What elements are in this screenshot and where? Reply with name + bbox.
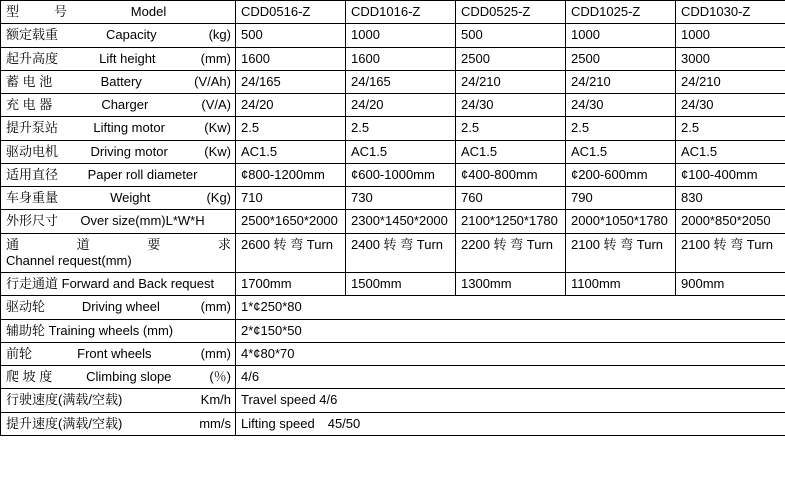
table-cell: 2000*850*2050 [676, 210, 785, 233]
label-cn: 爬 坡 度 [6, 369, 53, 384]
label-cn: 前轮 [6, 345, 33, 361]
label-cn: 车身重量 [6, 190, 59, 205]
table-cell: 1100mm [566, 273, 676, 296]
label-unit: (kg) [208, 27, 231, 43]
row-label-over-size [1, 210, 236, 233]
label-en: Channel request(mm) [6, 252, 132, 268]
table-cell: 2000*1050*1780 [566, 210, 676, 233]
table-cell: 2300*1450*2000 [346, 210, 456, 233]
table-cell: AC1.5 [676, 140, 785, 163]
label-en: Lift height [99, 50, 156, 66]
row-label-lifting-speed [1, 412, 236, 435]
table-cell: 2.5 [346, 117, 456, 140]
table-cell: 2100*1250*1780 [456, 210, 566, 233]
table-cell: CDD0516-Z [236, 1, 346, 24]
table-cell: 2100 转 弯 Turn [566, 233, 676, 273]
table-row [1, 47, 785, 70]
table-row [1, 187, 785, 210]
table-cell: 2200 转 弯 Turn [456, 233, 566, 273]
table-row [1, 117, 785, 140]
label-cn: 适用直径 [6, 166, 59, 182]
table-row [1, 319, 785, 342]
row-label-forward-back-request [1, 273, 236, 296]
table-cell: 1700mm [236, 273, 346, 296]
table-cell: 500 [456, 24, 566, 47]
label-en: Paper roll diameter [87, 166, 198, 182]
table-row [1, 273, 785, 296]
table-cell: Travel speed 4/6 [236, 389, 785, 412]
label-en: Forward and Back request [61, 276, 215, 291]
label-en: Charger [101, 97, 149, 112]
table-row [1, 94, 785, 117]
label-en: Training wheels (mm) [48, 322, 174, 338]
label-en: Battery [100, 73, 142, 89]
label-en: Lifting motor [93, 120, 165, 136]
table-cell: 1300mm [456, 273, 566, 296]
row-label-climbing-slope [1, 366, 236, 389]
label-cn: 提升速度(满载/空载) [6, 415, 123, 431]
table-cell: ¢100-400mm [676, 163, 785, 186]
table-row [1, 233, 785, 273]
table-cell: CDD0525-Z [456, 1, 566, 24]
table-cell: 760 [456, 187, 566, 210]
label-unit: (Kw) [204, 143, 231, 159]
table-cell: 830 [676, 187, 785, 210]
table-row [1, 296, 785, 319]
row-label-travel-speed [1, 389, 236, 412]
table-cell: 2.5 [236, 117, 346, 140]
table-cell: 730 [346, 187, 456, 210]
row-label-lift-height [1, 47, 236, 70]
table-cell: 500 [236, 24, 346, 47]
label-unit: (mm) [200, 345, 231, 361]
label-unit: (V/Ah) [194, 73, 231, 89]
table-cell: 2*¢150*50 [236, 319, 785, 342]
row-label-capacity [1, 24, 236, 47]
label-en: Weight [110, 190, 151, 205]
table-cell: 24/165 [346, 70, 456, 93]
label-cn: 行走通道 [6, 276, 59, 291]
table-row [1, 24, 785, 47]
table-cell: 1000 [676, 24, 785, 47]
table-cell: 790 [566, 187, 676, 210]
table-cell: 1*¢250*80 [236, 296, 785, 319]
table-cell: 2500 [566, 47, 676, 70]
table-cell: 1600 [346, 47, 456, 70]
row-label-lifting-motor [1, 117, 236, 140]
label-unit: (mm) [200, 299, 231, 315]
label-cn: 驱动轮 [6, 299, 46, 315]
row-label-channel-request [1, 233, 236, 273]
table-cell: AC1.5 [346, 140, 456, 163]
table-cell: 24/30 [566, 94, 676, 117]
label-en: Over size(mm)L*W*H [80, 213, 205, 229]
table-cell: 2500 [456, 47, 566, 70]
table-cell: 24/165 [236, 70, 346, 93]
table-cell: 2.5 [676, 117, 785, 140]
label-en: Driving motor [90, 143, 168, 159]
label-cn: 通 道 要 求 [6, 236, 231, 252]
table-cell: 2.5 [456, 117, 566, 140]
table-cell: 2400 转 弯 Turn [346, 233, 456, 273]
table-cell: ¢400-800mm [456, 163, 566, 186]
table-cell: Lifting speed 45/50 [236, 412, 785, 435]
label-en: Capacity [106, 27, 157, 43]
table-cell: 24/20 [346, 94, 456, 117]
label-cn: 充 电 器 [6, 97, 53, 112]
table-cell: 900mm [676, 273, 785, 296]
label-unit: Km/h [200, 392, 231, 408]
label-unit: (Kg) [206, 190, 231, 205]
table-cell: 24/30 [676, 94, 785, 117]
table-cell: 1500mm [346, 273, 456, 296]
label-unit: mm/s [199, 415, 231, 431]
label-unit: (％) [209, 369, 231, 384]
table-cell: 2.5 [566, 117, 676, 140]
label-cn: 行驶速度(满载/空载) [6, 392, 123, 408]
table-row [1, 389, 785, 412]
label-cn: 提升泵站 [6, 120, 59, 136]
label-unit: (V/A) [201, 97, 231, 112]
row-label-charger [1, 94, 236, 117]
table-cell: AC1.5 [236, 140, 346, 163]
row-label-driving-motor [1, 140, 236, 163]
label-cn: 型 号 [6, 4, 71, 19]
table-cell: 2100 转 弯 Turn [676, 233, 785, 273]
table-cell: 24/210 [566, 70, 676, 93]
table-cell: ¢600-1000mm [346, 163, 456, 186]
table-cell: 3000 [676, 47, 785, 70]
table-cell: 4*¢80*70 [236, 342, 785, 365]
table-row [1, 210, 785, 233]
table-cell: AC1.5 [566, 140, 676, 163]
row-label-weight [1, 187, 236, 210]
label-unit: (mm) [200, 50, 231, 66]
table-cell: CDD1030-Z [676, 1, 785, 24]
table-cell: 1600 [236, 47, 346, 70]
table-body [1, 1, 785, 436]
table-cell: ¢200-600mm [566, 163, 676, 186]
table-cell: CDD1025-Z [566, 1, 676, 24]
row-label-front-wheels [1, 342, 236, 365]
table-cell: 24/20 [236, 94, 346, 117]
table-cell: 4/6 [236, 366, 785, 389]
table-cell: CDD1016-Z [346, 1, 456, 24]
table-row [1, 342, 785, 365]
label-en: Climbing slope [86, 369, 172, 384]
table-cell: 1000 [346, 24, 456, 47]
row-label-driving-wheel [1, 296, 236, 319]
table-cell: AC1.5 [456, 140, 566, 163]
table-row [1, 140, 785, 163]
label-en: Model [130, 4, 167, 19]
row-label-model [1, 1, 236, 24]
table-row [1, 366, 785, 389]
table-cell: 24/210 [456, 70, 566, 93]
label-en: Front wheels [77, 345, 152, 361]
table-cell: ¢800-1200mm [236, 163, 346, 186]
row-label-paper-roll-diameter [1, 163, 236, 186]
label-cn: 驱动电机 [6, 143, 59, 159]
table-row [1, 163, 785, 186]
table-cell: 2600 转 弯 Turn [236, 233, 346, 273]
label-cn: 起升高度 [6, 50, 59, 66]
label-cn: 辅助轮 [6, 322, 46, 338]
label-cn: 蓄 电 池 [6, 73, 53, 89]
label-cn: 外形尺寸 [6, 213, 59, 229]
table-cell: 2500*1650*2000 [236, 210, 346, 233]
label-unit: (Kw) [204, 120, 231, 136]
row-label-battery [1, 70, 236, 93]
table-cell: 24/30 [456, 94, 566, 117]
table-row [1, 412, 785, 435]
label-cn: 额定载重 [6, 27, 59, 43]
table-cell: 24/210 [676, 70, 785, 93]
label-en: Driving wheel [81, 299, 160, 315]
table-cell: 710 [236, 187, 346, 210]
row-label-training-wheels [1, 319, 236, 342]
table-row [1, 1, 785, 24]
table-row [1, 70, 785, 93]
table-cell: 1000 [566, 24, 676, 47]
